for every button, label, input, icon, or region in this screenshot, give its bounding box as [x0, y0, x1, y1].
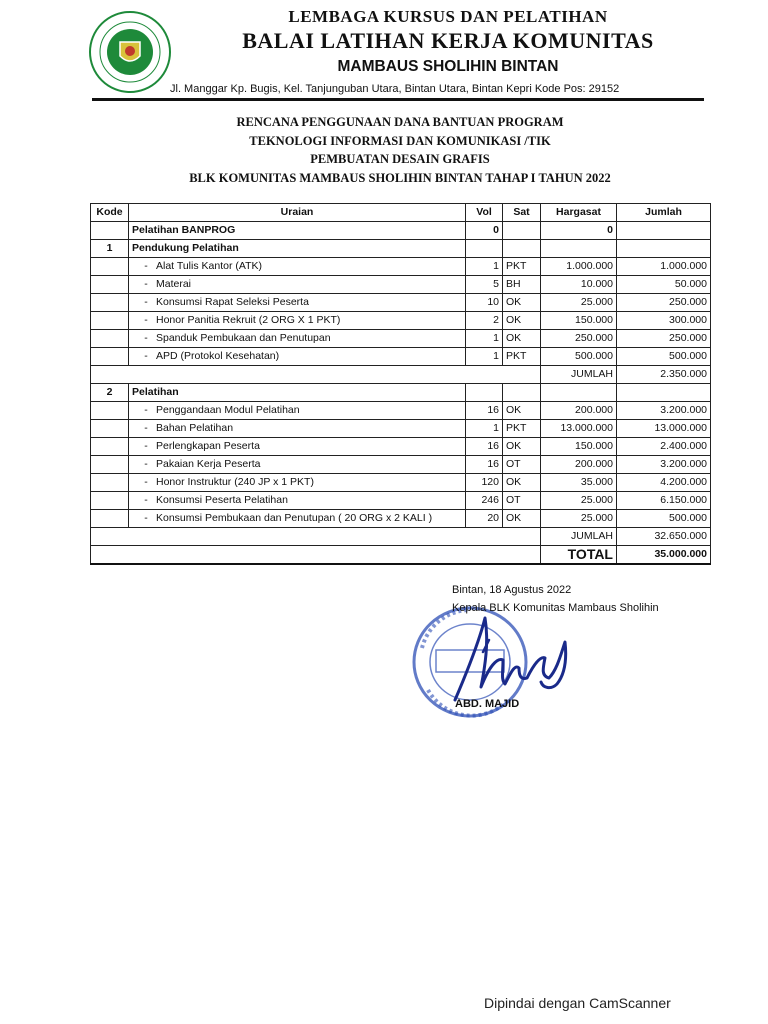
item-name-cell	[129, 348, 466, 366]
section1-item-row	[91, 294, 711, 312]
institution-logo	[88, 10, 172, 94]
section1-label: Pendukung Pelatihan	[129, 240, 466, 258]
section1-kode: 1	[91, 240, 129, 258]
item-name: Konsumsi Pembukaan dan Penutupan ( 20 ORG x 2 KALI )	[156, 512, 433, 524]
item-jumlah: 500.000	[617, 348, 711, 366]
section2-items	[91, 402, 711, 528]
title-line1: RENCANA PENGGUNAAN DANA BANTUAN PROGRAM	[236, 115, 564, 129]
item-dash: -	[144, 296, 148, 308]
header-jumlah: Jumlah	[617, 204, 711, 222]
item-vol: 1	[466, 330, 503, 348]
section2-item-row	[91, 492, 711, 510]
section2-item-row	[91, 474, 711, 492]
item-dash: -	[144, 476, 148, 488]
item-sat: OT	[503, 456, 541, 474]
header-sat: Sat	[503, 204, 541, 222]
section2-subtotal-row	[91, 528, 711, 546]
title-line3: PEMBUATAN DESAIN GRAFIS	[310, 152, 490, 166]
item-harga: 500.000	[541, 348, 617, 366]
item-sat: OK	[503, 402, 541, 420]
item-name-cell	[129, 312, 466, 330]
item-sat: OK	[503, 474, 541, 492]
item-harga: 10.000	[541, 276, 617, 294]
item-vol: 246	[466, 492, 503, 510]
item-vol: 16	[466, 456, 503, 474]
item-name-cell	[129, 420, 466, 438]
item-dash: -	[144, 350, 148, 362]
item-harga: 25.000	[541, 510, 617, 528]
section2-kode: 2	[91, 384, 129, 402]
item-dash: -	[144, 314, 148, 326]
signature-block	[452, 584, 659, 614]
header-kode: Kode	[91, 204, 129, 222]
header-uraian: Uraian	[129, 204, 466, 222]
section1-item-row	[91, 348, 711, 366]
item-jumlah: 3.200.000	[617, 402, 711, 420]
item-name-cell	[129, 258, 466, 276]
header-harga: Hargasat	[541, 204, 617, 222]
item-name: Honor Panitia Rekruit (2 ORG X 1 PKT)	[156, 314, 341, 326]
section2-row	[91, 384, 711, 402]
letterhead-divider	[92, 98, 704, 101]
item-dash: -	[144, 332, 148, 344]
item-name-cell	[129, 510, 466, 528]
total-row	[91, 546, 711, 565]
section2-item-row	[91, 456, 711, 474]
item-name-cell	[129, 438, 466, 456]
item-sat: OK	[503, 312, 541, 330]
section2-item-row	[91, 402, 711, 420]
scanner-footer: Dipindai dengan CamScanner	[484, 995, 671, 1011]
item-name-cell	[129, 474, 466, 492]
section2-item-row	[91, 438, 711, 456]
item-name: Alat Tulis Kantor (ATK)	[156, 260, 263, 272]
header-vol: Vol	[466, 204, 503, 222]
item-harga: 35.000	[541, 474, 617, 492]
section1-subtotal-row	[91, 366, 711, 384]
banprog-vol: 0	[466, 222, 503, 240]
budget-table	[90, 203, 711, 565]
item-harga: 150.000	[541, 312, 617, 330]
item-harga: 1.000.000	[541, 258, 617, 276]
item-harga: 200.000	[541, 456, 617, 474]
item-sat: PKT	[503, 348, 541, 366]
banprog-row	[91, 222, 711, 240]
item-dash: -	[144, 458, 148, 470]
item-jumlah: 250.000	[617, 294, 711, 312]
item-name: Bahan Pelatihan	[156, 422, 234, 434]
total-label: TOTAL	[541, 546, 617, 565]
item-jumlah: 6.150.000	[617, 492, 711, 510]
section1-item-row	[91, 330, 711, 348]
section2-subtotal: 32.650.000	[617, 528, 711, 546]
item-sat: BH	[503, 276, 541, 294]
item-dash: -	[144, 404, 148, 416]
item-vol: 1	[466, 258, 503, 276]
item-jumlah: 3.200.000	[617, 456, 711, 474]
item-name: Penggandaan Modul Pelatihan	[156, 404, 300, 416]
item-jumlah: 500.000	[617, 510, 711, 528]
letterhead-address: Jl. Manggar Kp. Bugis, Kel. Tanjunguban Utara, Bintan Utara, Bintan Kepri Kode Pos: 29152	[170, 83, 620, 95]
item-harga: 25.000	[541, 492, 617, 510]
item-vol: 5	[466, 276, 503, 294]
section2-item-row	[91, 420, 711, 438]
item-vol: 10	[466, 294, 503, 312]
item-sat: PKT	[503, 258, 541, 276]
section1-item-row	[91, 312, 711, 330]
item-sat: OK	[503, 510, 541, 528]
item-name-cell	[129, 276, 466, 294]
banprog-label: Pelatihan BANPROG	[129, 222, 466, 240]
item-vol: 120	[466, 474, 503, 492]
item-jumlah: 300.000	[617, 312, 711, 330]
item-jumlah: 250.000	[617, 330, 711, 348]
item-harga: 200.000	[541, 402, 617, 420]
banprog-harga: 0	[541, 222, 617, 240]
total-value: 35.000.000	[617, 546, 711, 565]
item-sat: OK	[503, 330, 541, 348]
section1-item-row	[91, 276, 711, 294]
item-harga: 250.000	[541, 330, 617, 348]
signatory-name: ABD. MAJID	[455, 698, 520, 710]
item-jumlah: 13.000.000	[617, 420, 711, 438]
item-harga: 150.000	[541, 438, 617, 456]
letterhead-line2: BALAI LATIHAN KERJA KOMUNITAS	[242, 28, 654, 53]
item-harga: 13.000.000	[541, 420, 617, 438]
item-sat: PKT	[503, 420, 541, 438]
item-name: Pakaian Kerja Peserta	[156, 458, 261, 470]
table-header-row	[91, 204, 711, 222]
item-vol: 1	[466, 348, 503, 366]
item-name-cell	[129, 402, 466, 420]
item-vol: 16	[466, 438, 503, 456]
item-jumlah: 1.000.000	[617, 258, 711, 276]
item-dash: -	[144, 494, 148, 506]
item-vol: 1	[466, 420, 503, 438]
item-dash: -	[144, 278, 148, 290]
item-name: Materai	[156, 278, 192, 290]
signature-role: Kepala BLK Komunitas Mambaus Sholihin	[452, 602, 659, 614]
section1-subtotal-label: JUMLAH	[541, 366, 617, 384]
item-name-cell	[129, 294, 466, 312]
item-name: Honor Instruktur (240 JP x 1 PKT)	[156, 476, 314, 488]
item-dash: -	[144, 440, 148, 452]
item-vol: 16	[466, 402, 503, 420]
section2-item-row	[91, 510, 711, 528]
section1-items	[91, 258, 711, 366]
item-name: Spanduk Pembukaan dan Penutupan	[156, 332, 331, 344]
letterhead	[170, 4, 718, 95]
item-jumlah: 2.400.000	[617, 438, 711, 456]
item-name: Perlengkapan Peserta	[156, 440, 260, 452]
item-sat: OK	[503, 294, 541, 312]
item-dash: -	[144, 260, 148, 272]
section1-row	[91, 240, 711, 258]
item-name-cell	[129, 456, 466, 474]
item-name-cell	[129, 330, 466, 348]
item-name-cell	[129, 492, 466, 510]
item-vol: 20	[466, 510, 503, 528]
signature-date: Bintan, 18 Agustus 2022	[452, 584, 572, 596]
item-dash: -	[144, 512, 148, 524]
handwritten-signature	[445, 612, 585, 707]
item-sat: OK	[503, 438, 541, 456]
item-vol: 2	[466, 312, 503, 330]
item-dash: -	[144, 422, 148, 434]
item-jumlah: 4.200.000	[617, 474, 711, 492]
title-line4: BLK KOMUNITAS MAMBAUS SHOLIHIN BINTAN TAHAP I TAHUN 2022	[189, 170, 611, 185]
item-jumlah: 50.000	[617, 276, 711, 294]
title-line2: TEKNOLOGI INFORMASI DAN KOMUNIKASI /TIK	[249, 133, 551, 148]
letterhead-line1: LEMBAGA KURSUS DAN PELATIHAN	[288, 7, 608, 26]
section2-subtotal-label: JUMLAH	[541, 528, 617, 546]
section1-item-row	[91, 258, 711, 276]
document-title	[90, 113, 710, 187]
section1-subtotal: 2.350.000	[617, 366, 711, 384]
item-name: Konsumsi Peserta Pelatihan	[156, 494, 288, 506]
item-harga: 25.000	[541, 294, 617, 312]
section2-label: Pelatihan	[129, 384, 466, 402]
letterhead-line3: MAMBAUS SHOLIHIN BINTAN	[337, 58, 559, 75]
item-sat: OT	[503, 492, 541, 510]
item-name: Konsumsi Rapat Seleksi Peserta	[156, 296, 309, 308]
item-name: APD (Protokol Kesehatan)	[156, 350, 280, 362]
